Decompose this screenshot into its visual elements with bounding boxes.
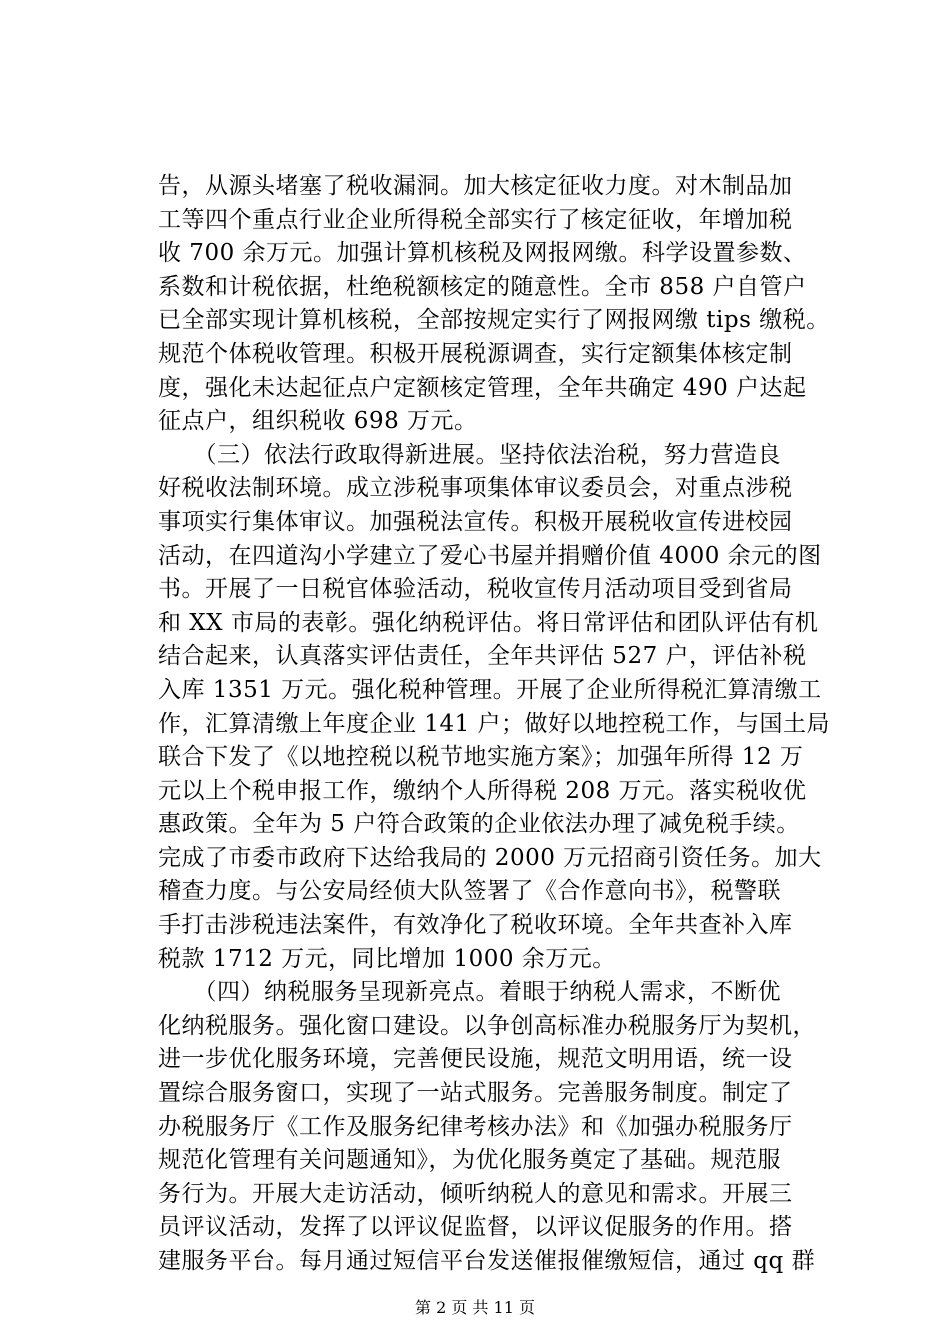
text-line: 置综合服务窗口，实现了一站式服务。完善服务制度。制定了 [158,1080,793,1107]
text-line: 已全部实现计算机核税，全部按规定实行了网报网缴 tips 缴税。 [158,307,830,334]
text-line: 元以上个税申报工作，缴纳个人所得税 208 万元。落实税收优 [158,777,807,804]
text-line: 作，汇算清缴上年度企业 141 户；做好以地控税工作，与国土局 [158,710,831,737]
text-line: 度，强化未达起征点户定额核定管理，全年共确定 490 户达起 [158,374,807,401]
text-line: 务行为。开展大走访活动，倾听纳税人的意见和需求。开展三 [158,1180,793,1207]
page-footer: 第 2 页 共 11 页 [415,1298,535,1317]
text-line: 税款 1712 万元，同比增加 1000 余万元。 [158,945,616,972]
text-line: 建服务平台。每月通过短信平台发送催报催缴短信，通过 qq 群 [158,1248,816,1274]
text-line: 联合下发了《以地控税以税节地实施方案》；加强年所得 12 万 [158,744,804,771]
text-line: 规范个体税收管理。积极开展税源调查，实行定额集体核定制 [158,340,793,367]
text-line: 好税收法制环境。成立涉税事项集体审议委员会，对重点涉税 [158,475,793,502]
text-line: 完成了市委市政府下达给我局的 2000 万元招商引资任务。加大 [158,844,822,871]
document-body [158,170,858,1279]
text-line: 手打击涉税违法案件，有效净化了税收环境。全年共查补入库 [158,912,793,939]
text-line: 办税服务厅《工作及服务纪律考核办法》和《加强办税服务厅 [158,1113,793,1140]
text-line: 入库 1351 万元。强化税种管理。开展了企业所得税汇算清缴工 [158,676,822,703]
text-line: 工等四个重点行业企业所得税全部实行了核定征收，年增加税 [158,206,793,233]
text-line: 活动，在四道沟小学建立了爱心书屋并捐赠价值 4000 余元的图 [158,542,822,569]
text-line: 惠政策。全年为 5 户符合政策的企业依法办理了减免税手续。 [158,811,800,838]
text-line: 事项实行集体审议。加强税法宣传。积极开展税收宣传进校园 [158,508,793,535]
text-line: 征点户，组织税收 698 万元。 [158,408,478,435]
text-line: 稽查力度。与公安局经侦大队签署了《合作意向书》，税警联 [158,878,781,905]
text-line: 告，从源头堵塞了税收漏洞。加大核定征收力度。对木制品加 [158,173,793,199]
text-line: （三）依法行政取得新进展。坚持依法治税，努力营造良 [158,441,781,468]
text-line: 收 700 余万元。加强计算机核税及网报网缴。科学设置参数、 [158,240,807,267]
text-line: （四）纳税服务呈现新亮点。着眼于纳税人需求，不断优 [158,979,781,1006]
text-line: 进一步优化服务环境，完善便民设施，规范文明用语，统一设 [158,1046,793,1073]
text-line: 系数和计税依据，杜绝税额核定的随意性。全市 858 户自管户 [158,273,807,300]
text-line: 化纳税服务。强化窗口建设。以争创高标准办税服务厅为契机， [158,1012,816,1039]
text-line: 规范化管理有关问题通知》，为优化服务奠定了基础。规范服 [158,1147,781,1174]
text-line: 结合起来，认真落实评估责任，全年共评估 527 户，评估补税 [158,643,807,670]
text-line: 书。开展了一日税官体验活动，税收宣传月活动项目受到省局 [158,576,793,603]
text-line: 和 XX 市局的表彰。强化纳税评估。将日常评估和团队评估有机 [158,609,819,636]
text-line: 员评议活动，发挥了以评议促监督，以评议促服务的作用。搭 [158,1214,793,1241]
